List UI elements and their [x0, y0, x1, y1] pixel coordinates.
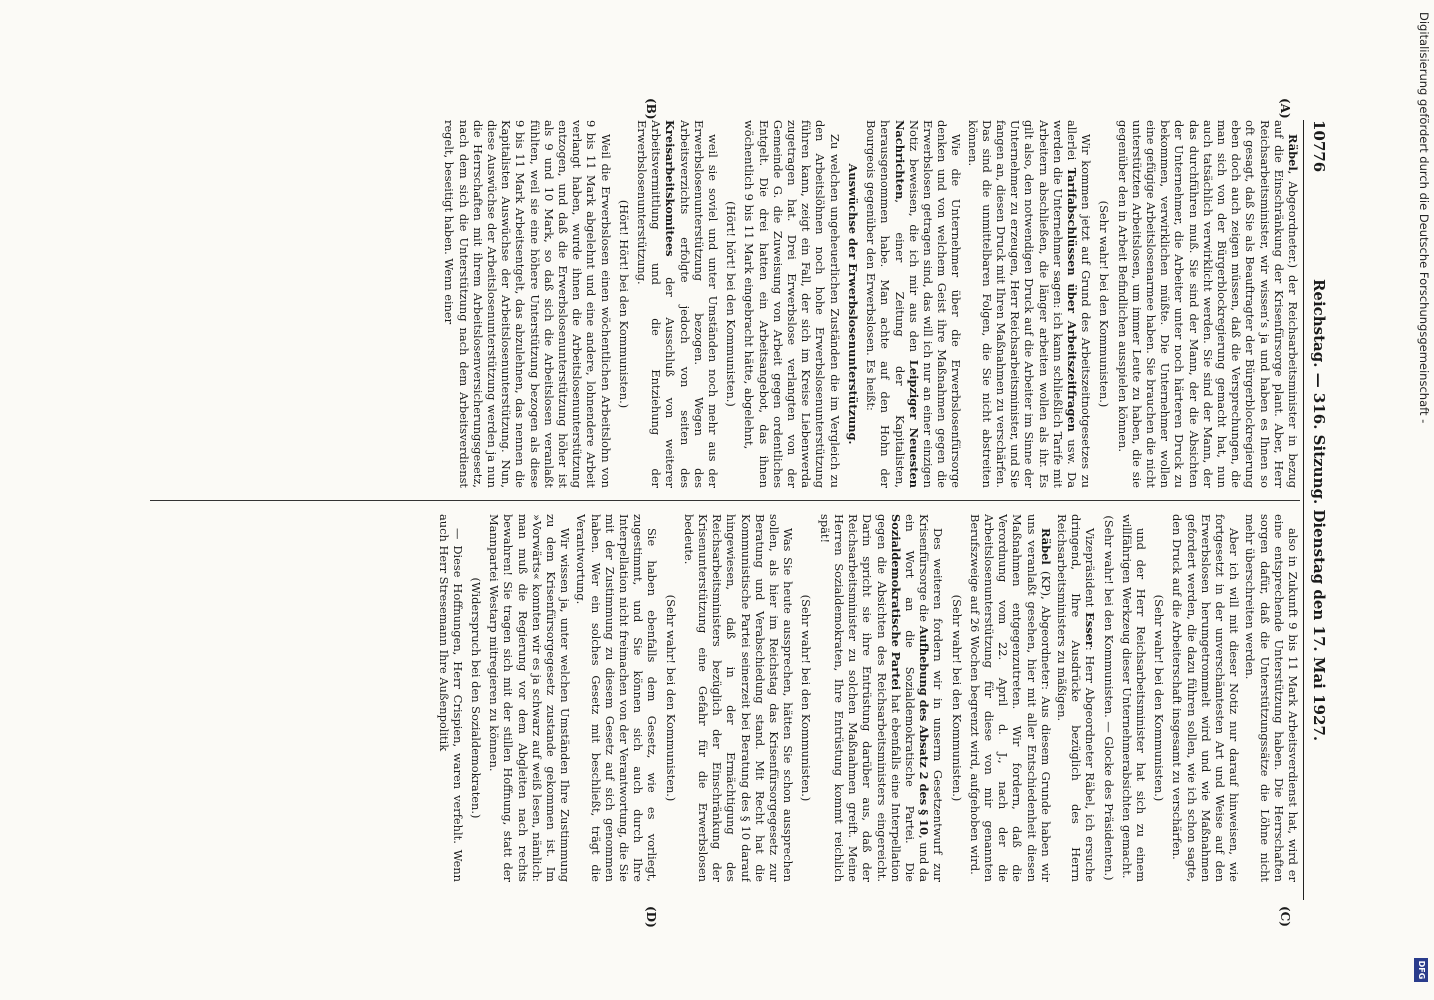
- emphasized-text: Räbel: [1038, 528, 1053, 565]
- paragraph: [818, 514, 946, 882]
- paragraph: [742, 120, 841, 488]
- margin-marker-a: (A): [1278, 98, 1292, 119]
- paragraph: [442, 120, 612, 488]
- text-run: Zu welchen ungeheuerlichen Zuständen die im Vergleich zu den Arbeitslöhnen noch hohe Erwerbslosenunterstützung führen kann, zeigt ein Fall, der sich im Kreise Liebenwerda zugetragen hat. Drei Erwerbslose verlangten von der Gemeinde G. die Zuweisung von Arbeit gegen ordentliches Entgelt. Die drei hatten ein Arbeitsangebot, das ihnen wöchentlich 9 bis 11 Mark eingebracht hätte, abgelehnt,: [742, 120, 842, 488]
- margin-marker-d: (D): [644, 906, 658, 928]
- digitization-credit: Digitalisierung gefördert durch die Deutsche Forschungsgemeinschaft -: [1417, 12, 1431, 424]
- interjection: (Sehr wahr! bei den Kommunisten.): [1097, 200, 1112, 408]
- interjection: (Sehr wahr! bei den Kommunisten.): [663, 594, 678, 802]
- paragraph: [574, 514, 659, 882]
- text-run: Wir wissen ja, unter welchen Umständen Ihre Zustimmung zu dem Krisenfürsorgegesetz zustande gekommen ist. Im »Vorwärts« konnten wir es ja schwarz auf weiß lesen, nämlich: man muß die Regierung vor dem Abgleiten nach rechts bewahren! Sie tragen sich mit der stillen Hoffnung, statt der Mannpartei Westarp mitregieren zu können.: [487, 514, 573, 882]
- interjection: (Sehr wahr! bei den Kommunisten.): [949, 594, 964, 802]
- text-run: also in Zukunft 9 bis 11 Mark Arbeitsverdienst hat, wird er eine entsprechende Unterstützung haben. Die Herrschaften sorgen dafür, daß die Unterstützungssätze die Löhne nicht mehr überschreiten werden.: [1243, 514, 1300, 882]
- emphasized-text: Räbel: [1286, 134, 1300, 171]
- text-run: Weil die Erwerbslosen einen wöchentlichen Arbeitslohn von 9 bis 11 Mark abgelehnt und eine andere, lohnendere Arbeit verlangt haben, wurde ihnen die Arbeitslosenunterstützung entzogen, und daß die Erwerbslosenunterstützung höher ist als 9 und 10 Mark, so daß sich die Arbeitslosen veranlaßt fühlten, weil sie eine höhere Unterstützung bezogen als diese 9 bis 11 Mark Arbeitsentgelt, das abzulehnen, das nennen die Kapitalisten Auswüchse der Arbeitslosenunterstützung. Nun, diese Auswüchse der Arbeitslosenunterstützung werden ja nun die Herrschaften mit ihrem Arbeitslosenversicherungsgesetz, nach dem sich die Unterstützung nach dem Arbeitsverdienst regelt, beseitigt haben. Wenn einer: [442, 120, 613, 488]
- interjection: (Sehr wahr! bei den Kommunisten.): [1152, 594, 1167, 802]
- paragraph: [1055, 514, 1098, 882]
- paragraph: [436, 514, 464, 882]
- emphasized-text: Kreisarbeitskomitees: [663, 120, 678, 257]
- text-run: und der Herr Reichsarbeitsminister hat sich zu einem willfährigen Werkzeug dieser Unternehmerabsichten gemacht.: [1119, 514, 1148, 882]
- emphasized-text: Aufhebung des Absatz 2 des § 10: [917, 625, 932, 836]
- dfg-logo-icon: DFG: [1414, 958, 1428, 982]
- emphasized-text: Sozialdemokratische Partei: [888, 514, 903, 691]
- emphasized-text: Esser: [1083, 612, 1098, 647]
- paragraph: [635, 120, 720, 488]
- text-run: Des weiteren fordern wir in unserm Gesetzentwurf zur Krisenfürsorge die: [917, 514, 946, 882]
- text-run: Vizepräsident: [1083, 528, 1098, 613]
- text-run: Aber ich will mit dieser Notiz nur darauf hinweisen, wie fortgesetzt in der unverschämtesten Art und Weise auf den Erwerbslosen herumgetrommelt wird und wie Maßnahmen gefordert werden, die dazu führen sollen, wie ich schon sagte, den Druck auf die Arbeiterschaft insgesamt zu verschärfen.: [1170, 514, 1242, 882]
- text-run: , und da ein Wort an die Sozialdemokratische Partei. Die: [902, 514, 932, 882]
- interjection: (Sehr wahr! bei den Kommunisten.): [799, 594, 814, 802]
- paragraph: [864, 120, 963, 488]
- header-rule: [1303, 120, 1304, 900]
- interjection: (Sehr wahr! bei den Kommunisten. — Glocke des Präsidenten.): [1101, 515, 1116, 881]
- page-number: 10776: [1310, 120, 1328, 173]
- paragraph: [487, 514, 572, 882]
- text-run: weil sie soviel und unter Umständen noch mehr aus der Erwerbslosenunterstützung bezogen. Wegen des Arbeitsverzichts erfolgte jedoch von seiten des: [677, 120, 721, 488]
- paragraph: [1243, 514, 1300, 882]
- paragraph: [968, 514, 1053, 882]
- column-divider: [150, 500, 1300, 501]
- text-run: : Herr Abgeordneter Räbel, ich ersuche dringend, Ihre Ausdrücke bezüglich des Herrn Reichsarbeitsministers zu mäßigen.: [1054, 514, 1098, 882]
- interjection: (Hört! Hört! bei den Kommunisten.): [616, 199, 631, 409]
- paragraph: [965, 120, 1093, 488]
- digitization-footer: [1404, 0, 1434, 1000]
- running-title: Reichstag. — 316. Sitzung. Dienstag den 17. Mai 1927.: [1310, 278, 1328, 742]
- emphasized-text: Leipziger Neuesten Nachrichten: [892, 120, 921, 488]
- running-head: [1304, 120, 1328, 900]
- text-run: Wie die Unternehmer über die Erwerbslosenfürsorge denken und von welchem Geist ihre Maßnahmen gegen die Erwerbslosen getragen sind, das will ich nur an einer einzigen Notiz beweisen, die ich mir aus den: [906, 120, 964, 488]
- text-run: Wir kommen jetzt auf Grund des Arbeitszeitnotgesetzes zu allerlei: [1064, 120, 1094, 488]
- margin-marker-b: (B): [644, 98, 658, 120]
- text-run: — Diese Hoffnungen, Herr Crispien, waren verfehlt. Wenn auch Herr Stresemann Ihre Außenpolitik: [436, 514, 465, 882]
- left-text-column: [146, 120, 1300, 488]
- text-run: der Ausschluß von weiterer Arbeitsvermittlung und die Entziehung der Erwerbslosenunterstützung.: [635, 120, 678, 488]
- text-run: Sie haben ebenfalls dem Gesetz, wie es vorliegt, zugestimmt, und Sie können sich auch durch Ihre Interpellation nicht freimachen von der Verantwortung, die Sie mit der Zustimmung zu diesem Gesetz auf sich genommen haben. Wer ein solches Gesetz mit beschließt, trägt die Verantwortung.: [574, 514, 660, 882]
- right-text-column: [146, 514, 1300, 882]
- interjection: (Widerspruch bei den Sozialdemokraten.): [469, 577, 484, 819]
- paragraph: [682, 514, 796, 882]
- text-run: , Abgeordneter.) der Reichsarbeitsminister in bezug auf die Einschränkung der Krisenfürsorge plant. Aber, Herr Reichsarbeitsminister, wir wissen’s ja und haben es Ihnen so oft gesagt, daß Sie als Beauftragter der Bürgerblockregierung eben doch auch zeigen müssen, daß die Versprechungen, die man sich von der Bürgerblockregierung gemacht hat, nun auch tatsächlich verwirklicht werden. Sie sind der Mann, der das durchführen muß. Sie sind der Mann, der die Absichten der Unternehmer, die Arbeiter unter noch härteren Druck zu bekommen, verwirklichen müßte. Die Unternehmer wollen eine gefügige Arbeitslosenarmee haben. Sie brauchen die nicht unterstützten Arbeitslosen, um immer Leute zu haben, die sie gegenüber den in Arbeit Befindlichen ausspielen können.: [1115, 120, 1300, 488]
- paragraph: [1120, 514, 1148, 882]
- text-run: usw. Da werden die Unternehmer sagen: ich kann schließlich Tarife mit Arbeitern abschließen, die länger arbeiten wollen als ihr. Es gilt also, den notwendigen Druck auf die Arbeiter im Sinne der Unternehmer zu erzeugen, Herr Reichsarbeitsminister, und Sie fangen an, diesen Druck mit Ihren Maßnahmen zu verschärfen. Das sind die unmittelbaren Folgen, die Sie nicht abstreiten können.: [965, 120, 1079, 488]
- paragraph: [1115, 120, 1300, 488]
- emphasized-text: Tarifabschlüssen über Arbeitszeitfragen: [1064, 167, 1079, 432]
- text-run: (KP), Abgeordneter: Aus diesem Grunde haben wir uns veranlaßt gesehen, hier mit aller Entschiedenheit diesen Maßnahmen entgegenzutreten. Wir fordern, daß die Verordnung vom 22. April d. J., nach der die Arbeitslosenunterstützung für diese von mir genannten Berufszweige auf 26 Wochen begrenzt wird, aufgehoben wird.: [967, 514, 1053, 882]
- text-run: hat ebenfalls eine Interpellation gegen die Absichten des Reichsarbeitsministers eingereicht. Darin spricht sie ihre Entrüstung darüber aus, daß der Reichsarbeitsminister zu solchen Maßnahmen greift. Meine Herren Sozialdemokraten, Ihre Entrüstung kommt reichlich spät!: [817, 514, 903, 882]
- interjection: (Hört! hört! bei den Kommunisten.): [724, 201, 739, 407]
- margin-marker-c: (C): [1278, 906, 1292, 927]
- section-heading: Auswüchse der Erwerbslosenunterstützung.: [845, 163, 860, 445]
- text-run: Was Sie heute aussprechen, hätten Sie schon aussprechen sollen, als hier im Reichstag das Krisenfürsorgegesetz zur Beratung und Verabschiedung stand. Mit Recht hat die Kommunistische Partei seinerzeit bei Beratung des § 10 darauf hingewiesen, daß in der Ermächtigung des Reichsarbeitsministers bezüglich der Einschränkung der Krisenunterstützung eine Gefahr für die Erwerbslosen bedeute.: [681, 514, 796, 882]
- paragraph: [1170, 514, 1241, 882]
- text-run: , einer Zeitung der Kapitalisten, herausgenommen habe. Man achte auf den Hohn der Bourgeois gegenüber den Erwerbslosen. Es heißt:: [864, 120, 907, 488]
